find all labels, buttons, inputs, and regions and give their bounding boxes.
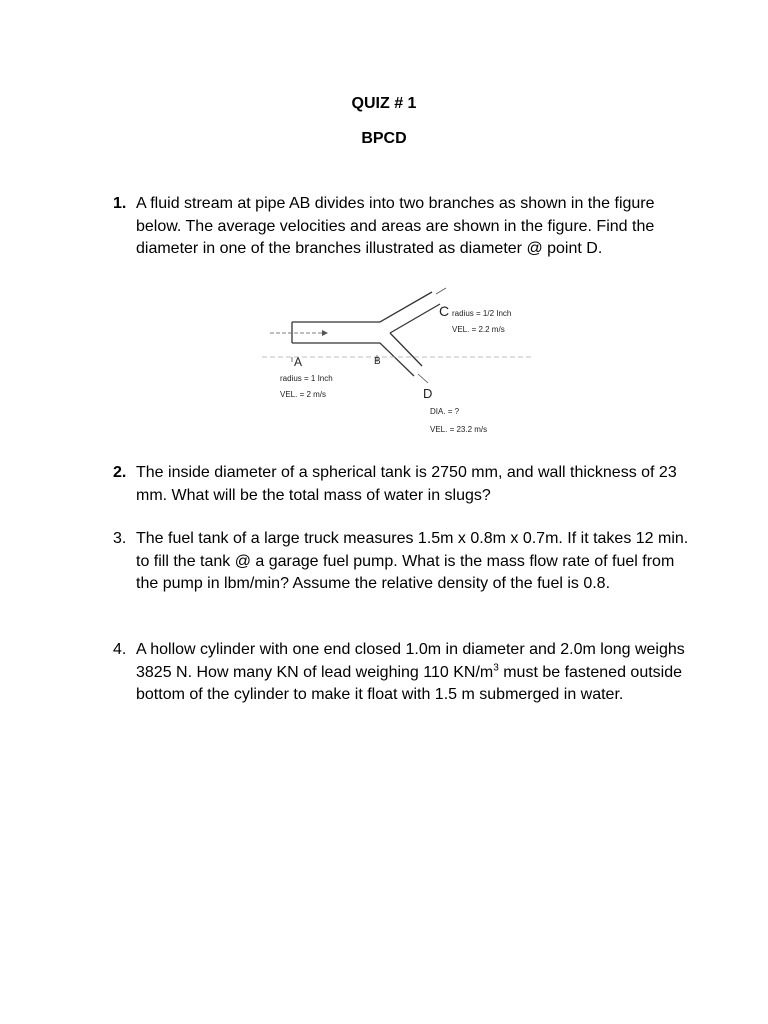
- question-2: [113, 462, 693, 507]
- a-radius-label: radius = 1 Inch: [280, 374, 333, 383]
- d-velocity-label: VEL. = 23.2 m/s: [430, 425, 488, 434]
- question-number: 3.: [113, 530, 127, 547]
- question-number: 1.: [113, 195, 127, 212]
- d-diameter-label: DIA. = ?: [430, 407, 460, 416]
- c-radius-label: radius = 1/2 Inch: [452, 309, 512, 318]
- question-text: A fluid stream at pipe AB divides into two branches as shown in the figure below. The average velocities and areas are shown in the figure. Find the diameter in one of the branches illustrated as diameter @ point D.: [136, 195, 655, 257]
- subject-title: BPCD: [361, 130, 407, 147]
- point-c-label: C: [439, 303, 450, 319]
- question-text: The inside diameter of a spherical tank is 2750 mm, and wall thickness of 23 mm. What will be the total mass of water in slugs?: [136, 464, 677, 504]
- question-text-part: A hollow cylinder with one end closed 1.0m in diameter and 2.0m long weighs 3825 N. How many KN of lead weighing 110 KN/m: [136, 641, 685, 681]
- superscript: 3: [493, 662, 499, 674]
- question-3: [113, 528, 693, 596]
- question-1: [113, 193, 693, 261]
- a-velocity-label: VEL. = 2 m/s: [280, 390, 327, 399]
- point-d-label: D: [423, 386, 433, 401]
- question-text-part: must be fastened outside bottom of the cylinder to make it float with 1.5 m submerged in water.: [136, 663, 683, 703]
- question-4: [113, 639, 693, 707]
- point-a-label: A: [294, 355, 303, 369]
- question-number: 4.: [113, 641, 127, 658]
- question-text: [136, 639, 693, 707]
- question-number: 2.: [113, 464, 127, 481]
- c-velocity-label: VEL. = 2.2 m/s: [452, 325, 505, 334]
- point-b-label: B: [374, 356, 381, 367]
- pipe-branch-diagram: [262, 282, 542, 442]
- quiz-title: QUIZ # 1: [351, 95, 417, 112]
- question-text: The fuel tank of a large truck measures 1.5m x 0.8m x 0.7m. If it takes 12 min. to fill the tank @ a garage fuel pump. What is the mass flow rate of fuel from the pump in lbm/min? Assume the relative density of the fuel is 0.8.: [136, 530, 689, 592]
